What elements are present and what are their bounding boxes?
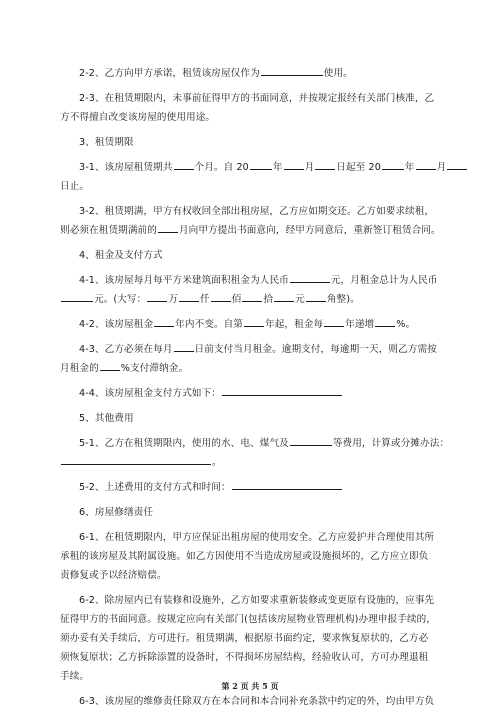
text-run: 月	[304, 162, 315, 173]
text-run: 日止。	[60, 181, 90, 192]
paragraph	[60, 246, 450, 265]
text-line	[60, 547, 450, 566]
contract-body	[60, 64, 450, 711]
text-run: 须办妥有关手续后，方可进行。租赁期满，根据原书面约定，要求恢复原状的，乙方必	[60, 633, 429, 644]
text-run: 4-1、该房屋每月每平方米建筑面积租金为人民币	[79, 275, 289, 286]
fill-in-blank[interactable]	[242, 291, 262, 302]
text-run: 4、租金及支付方式	[79, 250, 163, 261]
text-run: 个月。自 20	[194, 162, 249, 173]
paragraph	[60, 409, 450, 428]
fill-in-blank[interactable]	[416, 159, 436, 170]
fill-in-blank[interactable]	[222, 385, 342, 396]
text-run: 元，月租金总计为人民币	[330, 275, 438, 286]
text-run: 3-2、租赁期满，甲方有权收回全部出租房屋，乙方应如期交还。乙方如要求续租，	[79, 206, 435, 217]
paragraph	[60, 503, 450, 522]
text-line	[60, 359, 450, 378]
paragraph	[60, 315, 450, 334]
text-run: 年内不变。自第	[175, 319, 243, 330]
paragraph	[60, 158, 450, 196]
fill-in-blank[interactable]	[250, 159, 272, 170]
text-line	[60, 108, 450, 127]
paragraph	[60, 271, 450, 309]
text-run: 月向甲方提出书面意向，经甲方同意后，重新签订租赁合同。	[178, 225, 441, 236]
text-line	[60, 64, 450, 83]
fill-in-blank[interactable]	[61, 291, 93, 302]
text-line	[60, 434, 450, 453]
text-line	[60, 290, 450, 309]
fill-in-blank[interactable]	[274, 291, 294, 302]
text-run: 方不得擅自改变该房屋的使用用途。	[60, 112, 216, 123]
text-line	[60, 221, 450, 240]
text-line	[60, 133, 450, 152]
fill-in-blank[interactable]	[375, 316, 395, 327]
page-footer: 第 2 页 共 5 页	[221, 681, 279, 691]
text-line	[60, 566, 450, 585]
text-run: 2-2、乙方向甲方承诺，租赁该房屋仅作为	[79, 68, 260, 79]
text-line	[60, 478, 450, 497]
text-run: 责修复或予以经济赔偿。	[60, 570, 167, 581]
paragraph	[60, 692, 450, 711]
fill-in-blank[interactable]	[284, 159, 304, 170]
text-line	[60, 315, 450, 334]
text-run: 6-2、除房屋内已有装修和设施外，乙方如要求重新装修或变更原有设施的，应事先	[79, 595, 435, 606]
text-line	[60, 246, 450, 265]
fill-in-blank[interactable]	[154, 316, 174, 327]
fill-in-blank[interactable]	[306, 291, 326, 302]
fill-in-blank[interactable]	[290, 435, 332, 446]
text-run: 4-3、乙方必须在每月	[79, 344, 173, 355]
fill-in-blank[interactable]	[100, 360, 120, 371]
text-line	[60, 89, 450, 108]
text-run: 角整)。	[326, 294, 360, 305]
text-line	[60, 503, 450, 522]
text-run: 5-1、乙方在租赁期限内，使用的水、电、煤气及	[79, 438, 289, 449]
text-line	[60, 340, 450, 359]
text-run: 日起至 20	[336, 162, 381, 173]
paragraph	[60, 202, 450, 240]
text-run: 2-3、在租赁期限内，未事前征得甲方的书面同意，并按规定报经有关部门核准，乙	[79, 93, 435, 104]
text-run: 6-3、该房屋的维修责任除双方在本合同和本合同补充条款中约定的外，均由甲方负	[79, 696, 435, 707]
paragraph	[60, 340, 450, 378]
text-run: 6、房屋修缮责任	[79, 507, 154, 518]
text-run: 6-1、在租赁期限内，甲方应保证出租房屋的使用安全。乙方应爱护并合理使用其所	[79, 532, 435, 543]
text-run: 年递增	[345, 319, 375, 330]
text-run: 5、其他费用	[79, 413, 134, 424]
text-run: 手续。	[60, 671, 90, 682]
text-run: 5-2、上述费用的支付方式和时间：	[79, 482, 231, 493]
fill-in-blank[interactable]	[158, 222, 178, 233]
paragraph	[60, 64, 450, 83]
text-run: 月	[436, 162, 447, 173]
text-run: 等费用，计算或分摊办法：	[332, 438, 450, 449]
text-run: 3-1、该房屋租赁期共	[79, 162, 173, 173]
fill-in-blank[interactable]	[174, 341, 194, 352]
text-line	[60, 648, 450, 667]
text-run: 仟	[200, 294, 210, 305]
fill-in-blank[interactable]	[261, 65, 323, 76]
text-line	[60, 610, 450, 629]
text-run: 征得甲方的书面同意。按规定应向有关部门(包括该房屋物业管理机构)办理申报手续的，	[60, 614, 437, 625]
paragraph	[60, 89, 450, 127]
text-run: 4-4、该房屋租金支付方式如下：	[79, 388, 221, 399]
text-line	[60, 528, 450, 547]
fill-in-blank[interactable]	[232, 479, 342, 490]
paragraph	[60, 384, 450, 403]
fill-in-blank[interactable]	[174, 159, 194, 170]
text-line	[60, 202, 450, 221]
text-run: 佰	[231, 294, 242, 305]
fill-in-blank[interactable]	[211, 291, 231, 302]
text-run: 日前支付当月租金。逾期支付，每逾期一天，则乙方需按	[194, 344, 437, 355]
text-run: 承租的该房屋及其附属设施。如乙方因使用不当造成房屋或设施损坏的，乙方应立即负	[60, 551, 429, 562]
fill-in-blank[interactable]	[244, 316, 264, 327]
text-run: 年	[272, 162, 283, 173]
text-run: 则必须在租赁期满前的	[60, 225, 157, 236]
text-line	[60, 629, 450, 648]
paragraph	[60, 528, 450, 585]
text-line	[60, 692, 450, 711]
text-run: 3、租赁期限	[79, 137, 134, 148]
text-line	[60, 177, 450, 196]
text-line	[60, 453, 450, 472]
text-run: 月租金的	[60, 363, 99, 374]
fill-in-blank[interactable]	[382, 159, 404, 170]
text-line	[60, 409, 450, 428]
paragraph	[60, 434, 450, 472]
text-run: 年起，租金每	[265, 319, 324, 330]
text-run: 年	[404, 162, 415, 173]
text-run: 元	[295, 294, 305, 305]
paragraph	[60, 478, 450, 497]
fill-in-blank[interactable]	[179, 291, 199, 302]
text-run: 元。(大写：	[94, 294, 147, 305]
text-run: %。	[396, 319, 416, 330]
text-run: %支付滞纳金。	[120, 363, 189, 374]
fill-in-blank[interactable]	[447, 159, 467, 170]
text-line	[60, 158, 450, 177]
fill-in-blank[interactable]	[147, 291, 167, 302]
paragraph	[60, 133, 450, 152]
text-run: 使用。	[323, 68, 353, 79]
paragraph	[60, 591, 450, 686]
fill-in-blank[interactable]	[324, 316, 344, 327]
text-line	[60, 271, 450, 290]
text-line	[60, 591, 450, 610]
text-run: 拾	[263, 294, 274, 305]
text-run: 。	[212, 457, 222, 468]
text-line	[60, 384, 450, 403]
fill-in-blank[interactable]	[61, 454, 211, 465]
text-run: 须恢复原状；乙方拆除添置的设备时，不得损坏房屋结构，经验收认可，方可办理退租	[60, 652, 429, 663]
text-run: 万	[168, 294, 179, 305]
text-run: 4-2、该房屋租金	[79, 319, 154, 330]
fill-in-blank[interactable]	[315, 159, 335, 170]
fill-in-blank[interactable]	[290, 272, 330, 283]
